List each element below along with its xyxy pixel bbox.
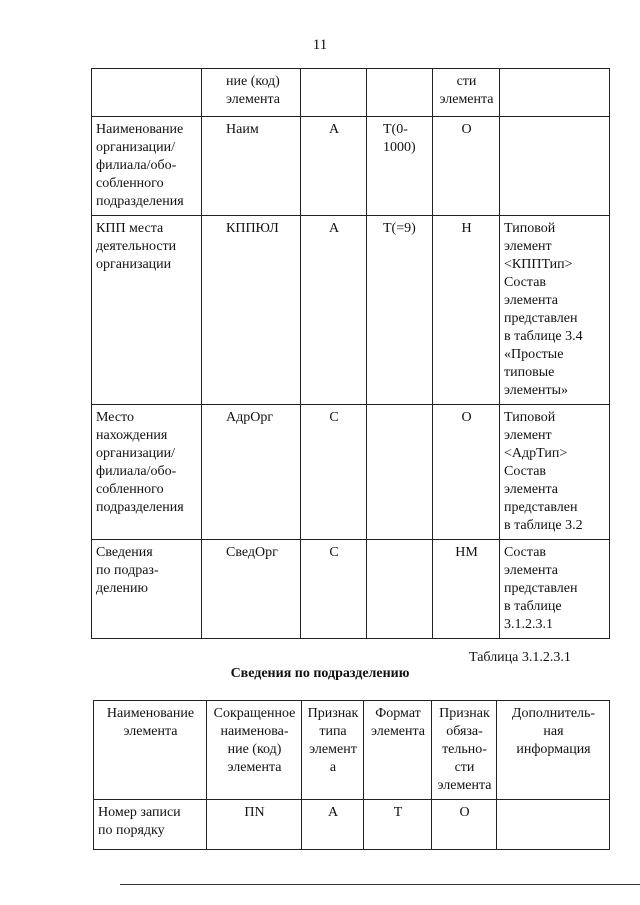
cell-text-line: сти [456,74,477,89]
cell-text-line: подразделения [96,194,184,209]
cell-format [364,701,432,800]
table-row [92,216,610,405]
cell-text-line: <КППТип> [504,257,573,272]
cell-text-line: Состав [504,464,547,479]
cell-text-line: в таблице 3.2 [504,518,583,533]
cell-format [367,69,433,117]
cell-text-line: представлен [504,500,578,515]
cell-text-line: подразделения [96,500,184,515]
cell-text-line: Формат [375,706,421,721]
cell-text-line: по подраз- [96,563,159,578]
cell-code [202,216,301,405]
cell-text-line: Признак [439,706,490,721]
cell-text-line: Т(=9) [383,221,416,236]
cell-text-line: Наименование [96,122,184,137]
cell-text-line: элемента [227,760,282,775]
cell-text-line: СведОрг [226,545,278,560]
cell-type [301,405,367,540]
cell-text-line: собленного [96,482,164,497]
cell-info [500,540,610,639]
cell-text-line: филиала/обо- [96,464,177,479]
cell-required [433,216,500,405]
cell-text-line: тельно- [442,742,487,757]
cell-text-line: Признак [307,706,359,721]
cell-name [92,216,202,405]
cell-text-line: представлен [504,581,578,596]
cell-code [202,540,301,639]
cell-code [207,701,302,800]
cell-text-line: А [328,221,340,236]
cell-name [92,540,202,639]
cell-text-line: элементы» [504,383,569,398]
table-row [92,405,610,540]
cell-text-line: организации [96,257,172,272]
cell-text-line: Наименование [106,706,195,721]
cell-text-line: организации/ [96,140,176,155]
cell-text-line: элемента [439,92,494,107]
cell-text-line: Номер записи [98,805,181,820]
cell-text-line: элемента [504,293,559,308]
cell-text-line: ние (код) [226,74,280,89]
cell-text-line: <АдрТип> [504,446,568,461]
cell-code [207,800,302,850]
cell-required [433,540,500,639]
table-title: Сведения по подразделению [230,666,410,681]
cell-type [302,800,364,850]
cell-text-line: элемента [370,724,426,739]
cell-info [497,701,610,800]
cell-text-line: Т(0- [383,122,408,137]
cell-text-line: А [327,805,339,820]
cell-info [500,405,610,540]
cell-code [202,117,301,216]
cell-text-line: типа [319,724,347,739]
cell-text-line: представлен [504,311,578,326]
cell-text-line: элемента [226,92,281,107]
cell-type [301,117,367,216]
cell-text-line: информация [516,742,591,757]
cell-text-line: в таблице [504,599,562,614]
cell-text-line: 3.1.2.3.1 [504,617,553,632]
cell-text-line: А [328,122,340,137]
cell-text-line: Состав [504,545,547,560]
cell-text-line: Т [393,805,403,820]
cell-text-line: С [329,545,339,560]
cell-name [92,117,202,216]
cell-text-line: Наим [226,122,259,137]
cell-code [202,405,301,540]
cell-text-line: Н [461,221,472,236]
cell-format [367,117,433,216]
cell-text-line: в таблице 3.4 [504,329,583,344]
cell-format [367,405,433,540]
cell-required [433,69,500,117]
cell-required [433,405,500,540]
cell-text-line: Типовой [504,221,556,236]
cell-text-line: по порядку [98,823,165,838]
cell-text-line: элемент [504,239,552,254]
cell-text-line: Сведения [96,545,153,560]
cell-text-line: ние (код) [227,742,282,757]
cell-code [202,69,301,117]
cell-text-line: делению [96,581,148,596]
cell-name [94,701,207,800]
department-info-table [93,700,610,850]
cell-text-line: НМ [455,545,478,560]
cell-text-line: С [329,410,339,425]
cell-info [500,216,610,405]
cell-type [301,69,367,117]
cell-text-line: 1000) [383,140,416,155]
cell-text-line: элемента [309,742,357,775]
cell-text-line: собленного [96,176,164,191]
page-bottom-rule [120,884,640,885]
cell-info [500,117,610,216]
cell-text-line: ПN [244,805,265,820]
cell-text-line: О [459,805,470,820]
cell-format [367,540,433,639]
cell-text-line: Состав [504,275,547,290]
cell-text-line: О [461,122,472,137]
cell-text-line: О [461,410,472,425]
cell-text-line: наименова- [220,724,289,739]
cell-format [364,800,432,850]
cell-text-line: обяза- [446,724,483,739]
table-row [92,117,610,216]
cell-info [500,69,610,117]
cell-text-line: КППЮЛ [226,221,279,236]
cell-type [301,216,367,405]
cell-text-line: элемент [504,428,552,443]
cell-text-line: элемента [504,482,559,497]
table-row [92,540,610,639]
cell-text-line: элемента [123,724,178,739]
table-caption: Таблица 3.1.2.3.1 [469,650,571,665]
cell-required [432,800,497,850]
cell-text-line: ная [543,724,564,739]
cell-name [92,405,202,540]
page-number: 11 [312,37,328,53]
cell-text-line: «Простые [504,347,564,362]
cell-text-line: типовые [504,365,555,380]
cell-text-line: Дополнитель- [511,706,596,721]
element-table-continued [91,68,610,639]
table-row [94,800,610,850]
cell-text-line: филиала/обо- [96,158,177,173]
cell-text-line: АдрОрг [226,410,274,425]
cell-info [497,800,610,850]
cell-text-line: сти [454,760,475,775]
table-header-row [94,701,610,800]
cell-text-line: Место [96,410,134,425]
cell-text-line: КПП места [96,221,164,236]
table-row [92,69,610,117]
cell-type [301,540,367,639]
cell-type [302,701,364,800]
cell-text-line: элемента [504,563,559,578]
cell-text-line: Типовой [504,410,556,425]
cell-required [432,701,497,800]
cell-text-line: элемента [437,778,492,793]
cell-text-line: организации/ [96,446,176,461]
cell-name [94,800,207,850]
cell-name [92,69,202,117]
cell-text-line: нахождения [96,428,168,443]
cell-text-line: деятельности [96,239,177,254]
cell-format [367,216,433,405]
cell-required [433,117,500,216]
cell-text-line: Сокращенное [213,706,296,721]
